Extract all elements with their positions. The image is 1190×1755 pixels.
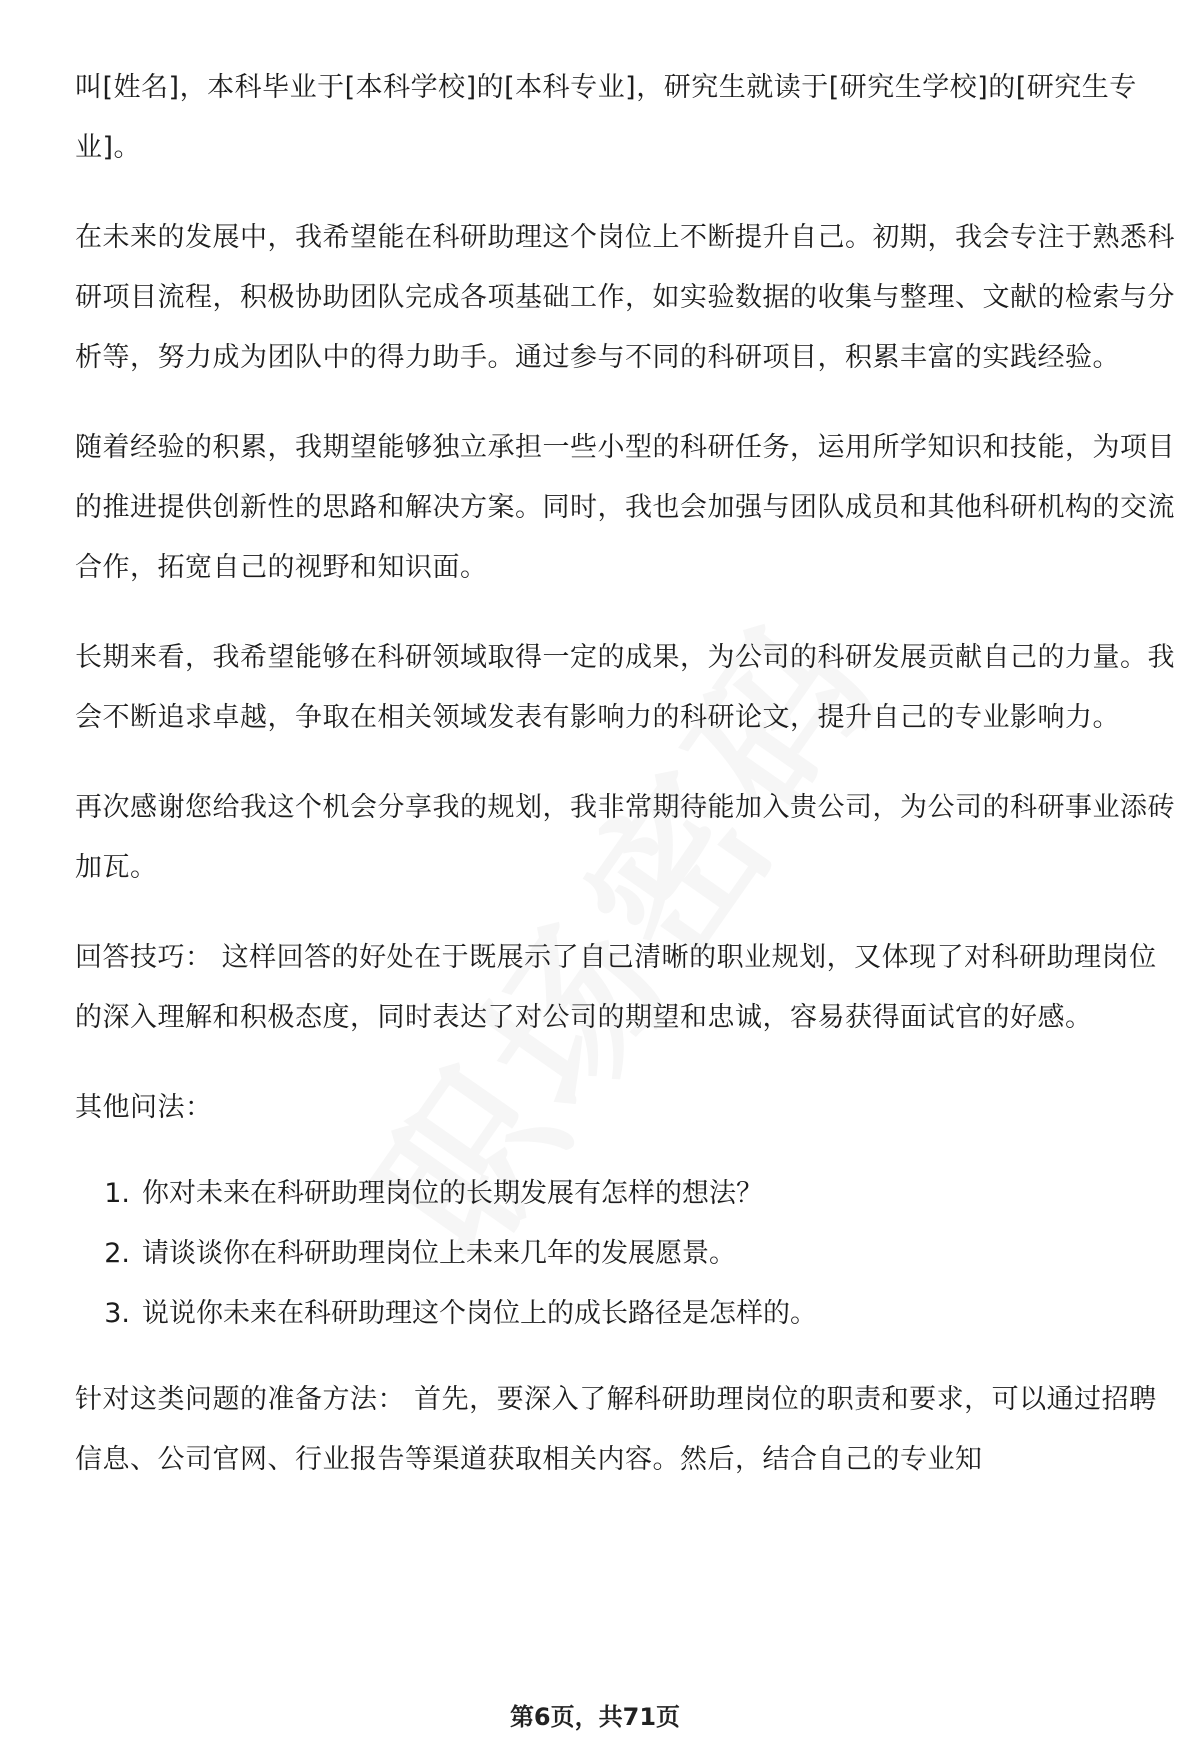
list-item (75, 1284, 1175, 1344)
list-text: 说说你未来在科研助理这个岗位上的成长路径是怎样的。 (142, 1298, 817, 1329)
list-item (75, 1224, 1175, 1284)
list-item (75, 1164, 1175, 1224)
other-questions-list (75, 1164, 1175, 1344)
list-text: 请谈谈你在科研助理岗位上未来几年的发展愿景。 (142, 1238, 736, 1269)
paragraph-tips: 回答技巧： 这样回答的好处在于既展示了自己清晰的职业规划，又体现了对科研助理岗位的深入理解和积极态度，同时表达了对公司的期望和忠诚，容易获得面试官的好感。 (75, 942, 1157, 1033)
list-number: 2. (104, 1238, 130, 1269)
list-number: 1. (104, 1178, 130, 1209)
list-text: 你对未来在科研助理岗位的长期发展有怎样的想法？ (142, 1178, 763, 1209)
paragraph-other-questions-heading: 其他问法： (75, 1092, 213, 1123)
paragraph-thanks: 再次感谢您给我这个机会分享我的规划，我非常期待能加入贵公司，为公司的科研事业添砖加瓦。 (75, 792, 1175, 883)
paragraph-preparation: 针对这类问题的准备方法： 首先，要深入了解科研助理岗位的职责和要求，可以通过招聘信息、公司官网、行业报告等渠道获取相关内容。然后，结合自己的专业知 (75, 1384, 1157, 1475)
document-body (75, 58, 1175, 1520)
paragraph-early-plan: 在未来的发展中，我希望能在科研助理这个岗位上不断提升自己。初期，我会专注于熟悉科研项目流程，积极协助团队完成各项基础工作，如实验数据的收集与整理、文献的检索与分析等，努力成为团队中的得力助手。通过参与不同的科研项目，积累丰富的实践经验。 (75, 222, 1175, 373)
paragraph-mid-plan: 随着经验的积累，我期望能够独立承担一些小型的科研任务，运用所学知识和技能，为项目的推进提供创新性的思路和解决方案。同时，我也会加强与团队成员和其他科研机构的交流合作，拓宽自己的视野和知识面。 (75, 432, 1175, 583)
page-footer: 第6页，共71页 (509, 1703, 681, 1731)
list-number: 3. (104, 1298, 130, 1329)
paragraph-long-plan: 长期来看，我希望能够在科研领域取得一定的成果，为公司的科研发展贡献自己的力量。我会不断追求卓越，争取在相关领域发表有影响力的科研论文，提升自己的专业影响力。 (75, 642, 1175, 733)
paragraph-intro: 叫[姓名]，本科毕业于[本科学校]的[本科专业]，研究生就读于[研究生学校]的[研究生专业]。 (75, 72, 1137, 163)
